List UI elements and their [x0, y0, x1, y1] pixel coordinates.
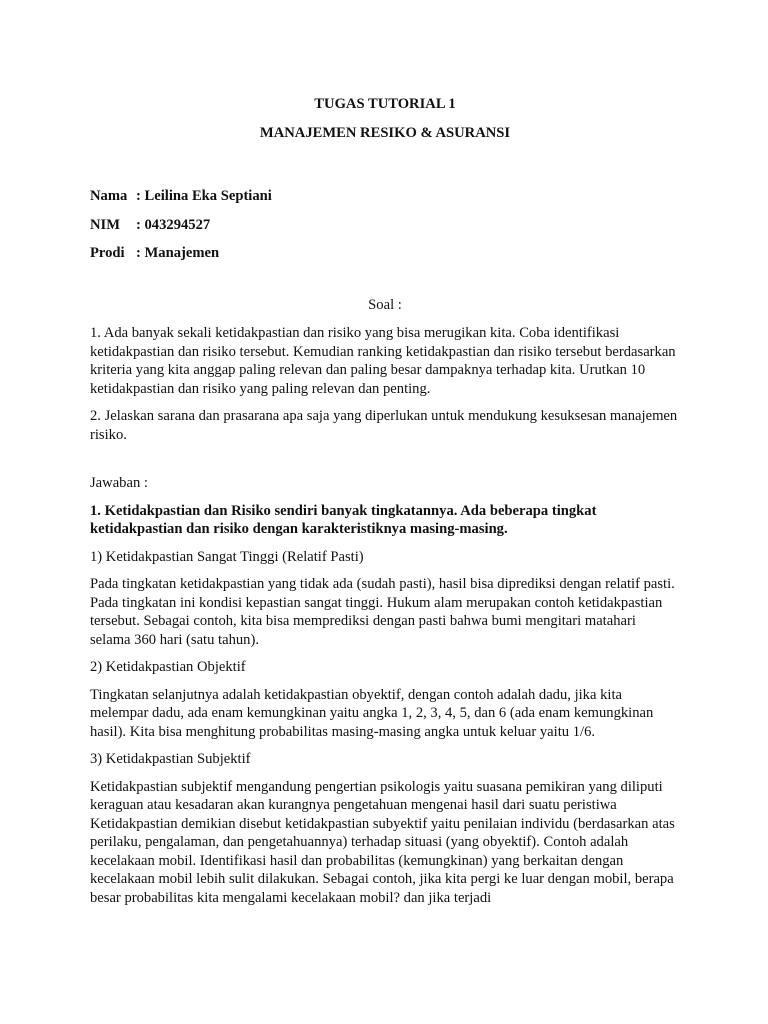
question-2: 2. Jelaskan sarana dan prasarana apa saja yang diperlukan untuk mendukung kesuksesan manajemen risiko.: [90, 408, 678, 443]
prodi-row: [90, 244, 680, 263]
document-title: TUGAS TUTORIAL 1: [314, 96, 456, 112]
section-1-title: 1) Ketidakpastian Sangat Tinggi (Relatif Pasti): [90, 548, 364, 565]
nama-row: [90, 187, 680, 206]
document-page: [90, 95, 680, 907]
section-1-text: Pada tingkatan ketidakpastian yang tidak ada (sudah pasti), hasil bisa diprediksi dengan relatif pasti. Pada tingkatan ini kondisi kepastian sangat tinggi. Hukum alam merupakan contoh ketidakpastian tersebut. Sebagai contoh, kita bisa memprediksi dengan pasti bahwa bumi mengitari matahari selama 360 hari (satu tahun).: [90, 576, 675, 648]
soal-heading: Soal :: [368, 296, 402, 313]
section-3-title: 3) Ketidakpastian Subjektif: [90, 751, 251, 767]
course-title: MANAJEMEN RESIKO & ASURANSI: [259, 124, 511, 141]
section-2-title: 2) Ketidakpastian Objektif: [90, 659, 246, 675]
prodi-label: Prodi: [90, 245, 125, 261]
section-2-text: Tingkatan selanjutnya adalah ketidakpastian obyektif, dengan contoh adalah dadu, jika kita melempar dadu, ada enam kemungkinan yaitu angka 1, 2, 3, 4, 5, dan 6 (ada enam kemungkinan hasil). Kita bisa menghitung probabilitas masing-masing angka untuk keluar yaitu 1/6.: [90, 686, 654, 740]
nama-label: Nama: [90, 188, 128, 204]
answer-intro: 1. Ketidakpastian dan Risiko sendiri banyak tingkatannya. Ada beberapa tingkat ketidakpastian dan risiko dengan karakteristiknya masing-masing.: [90, 502, 597, 537]
prodi-value: : Manajemen: [136, 245, 220, 261]
section-3-text: Ketidakpastian subjektif mengandung pengertian psikologis yaitu suasana pemikiran yang diliputi keraguan atau kesadaran akan kurangnya pengetahuan mengenai hasil dari suatu peristiwa Ketidakpastian demikian disebut ketidakpastian subyektif yaitu penilaian individu (berdasarkan atas perilaku, pengalaman, dan pengetahuannya) terhadap situasi (yang obyektif). Contoh adalah kecelakaan mobil. Identifikasi hasil dan probabilitas (kemungkinan) yang berkaitan dengan kecelakaan mobil lebih sulit dilakukan. Sebagai contoh, jika kita pergi ke luar dengan mobil, berapa besar probabilitas kita mengalami kecelakaan mobil? dan jika terjadi: [90, 778, 675, 906]
nim-label: NIM: [90, 216, 120, 233]
nim-row: [90, 216, 680, 235]
question-1: 1. Ada banyak sekali ketidakpastian dan risiko yang bisa merugikan kita. Coba identifikasi ketidakpastian dan risiko tersebut. Kemudian ranking ketidakpastian dan risiko tersebut berdasarkan kriteria yang kita anggap paling relevan dan paling besar dampaknya terhadap kita. Urutkan 10 ketidakpastian dan risiko yang paling relevan dan penting.: [90, 325, 676, 397]
student-info: [90, 187, 680, 263]
nama-value: : Leilina Eka Septiani: [136, 188, 272, 204]
nim-value: : 043294527: [136, 216, 211, 233]
jawaban-heading: Jawaban :: [90, 475, 148, 491]
